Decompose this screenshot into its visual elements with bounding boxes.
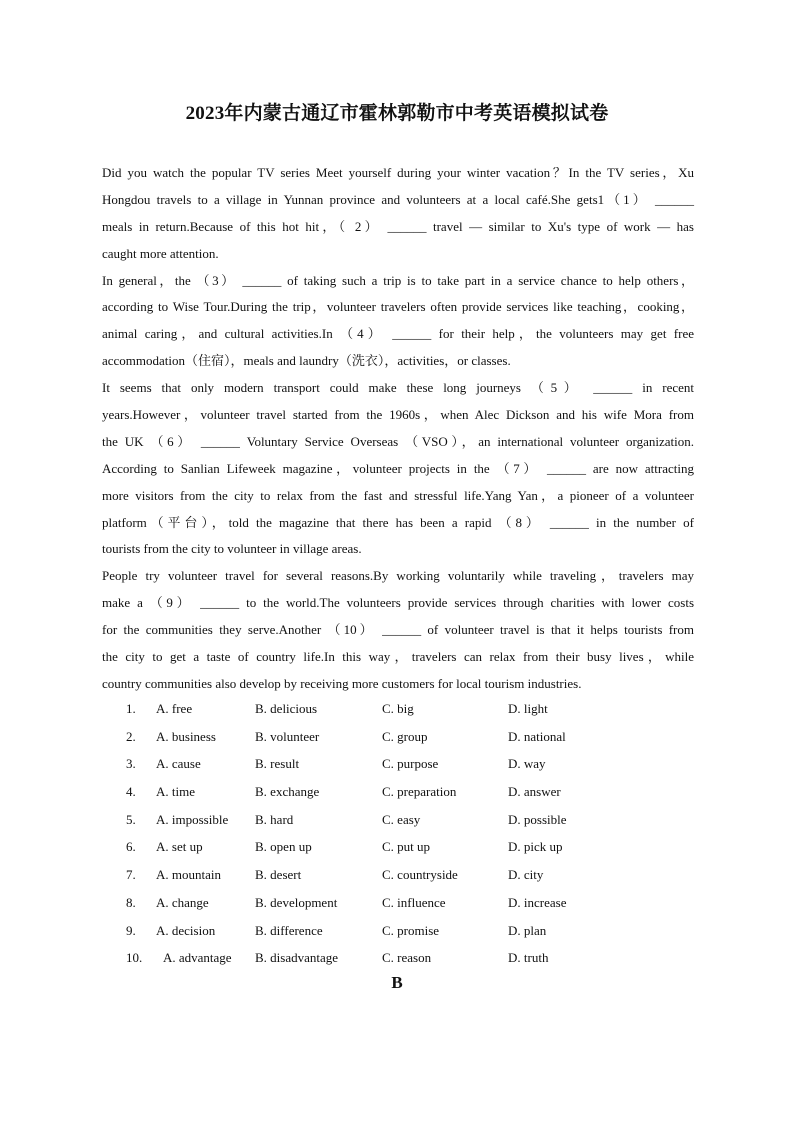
question-row [102,833,702,861]
option-d: D. increase [508,894,567,910]
option-a: A. set up [156,839,203,855]
option-b: B. volunteer [255,728,320,744]
question-row [102,723,702,751]
option-b: B. open up [255,839,312,855]
option-b: B. delicious [255,701,318,716]
option-d: D. pick up [508,839,563,855]
option-b: B. result [255,756,300,772]
option-b: B. disadvantage [255,950,339,966]
question-row [102,889,702,917]
question-number: 2. [126,728,136,744]
option-c: C. preparation [382,784,457,800]
reading-passage [102,160,694,698]
option-b: B. hard [255,811,294,827]
option-d: D. answer [508,784,561,800]
option-a: A. impossible [156,811,229,827]
passage-line: It seems that only modern transport could make these long journeys （5） ______ in recent [102,380,694,396]
passage-line: meals in return.Because of this hot hit，（ 2） ______ travel — similar to Xu's type of work — has [102,218,694,234]
passage-line: for the communities they serve.Another （10） ______ of volunteer travel is that it helps tourists from [102,622,694,638]
passage-line: accommodation（住宿），meals and laundry（洗衣），activities，or classes. [102,353,511,369]
question-number: 1. [126,701,136,716]
question-number: 6. [126,839,136,855]
option-c: C. purpose [382,756,439,772]
question-number: 4. [126,784,136,800]
passage-line: Hongdou travels to a village in Yunnan province and volunteers at a local café.She gets1（1） ______ [102,191,694,207]
question-row [102,750,702,778]
option-c: C. big [382,701,414,716]
passage-line: People try volunteer travel for several reasons.By working voluntarily while traveling，travelers may [102,568,694,584]
option-d: D. truth [508,950,549,966]
option-a: A. mountain [156,867,221,883]
passage-line: according to Wise Tour.During the trip，volunteer travelers often provide services like teaching，cooking， [102,299,694,315]
option-c: C. put up [382,839,431,855]
question-row [102,778,702,806]
option-d: D. national [508,728,566,744]
question-number: 9. [126,922,136,938]
option-a: A. business [156,728,216,744]
question-row [102,806,702,834]
passage-line: In general，the （3） ______ of taking such a trip is to take part in a service chance to help others， [102,272,694,288]
passage-line: Did you watch the popular TV series Meet yourself during your winter vacation？In the TV series，Xu [102,165,694,180]
option-a: A. free [156,701,193,716]
passage-line: the UK （6） ______ Voluntary Service Overseas （VSO），an international volunteer organization. [102,433,694,449]
passage-line: tourists from the city to volunteer in village areas. [102,541,362,557]
section-heading: B [391,973,403,992]
option-c: C. reason [382,950,432,966]
question-number: 8. [126,894,136,910]
question-number: 3. [126,756,136,772]
option-a: A. cause [156,756,201,772]
question-number: 10. [126,950,143,966]
passage-line: more visitors from the city to relax from the fast and stressful life.Yang Yan，a pioneer of a volunteer [102,487,694,503]
option-d: D. plan [508,922,547,938]
option-a: A. time [156,784,195,800]
passage-line: years.However，volunteer travel started from the 1960s，when Alec Dickson and his wife Mora from [102,407,694,423]
question-row [102,695,702,723]
passage-line: caught more attention. [102,245,219,261]
passage-line: the city to get a taste of country life.In this way，travelers can relax from their busy lives，while [102,649,694,665]
exam-title: 2023年内蒙古通辽市霍林郭勒市中考英语模拟试卷 [185,103,609,124]
option-a: A. decision [156,922,216,938]
option-c: C. group [382,728,428,744]
option-a: A. advantage [163,950,232,966]
passage-line: make a （9） ______ to the world.The volunteers provide services through charities with lower costs [102,595,694,611]
option-c: C. easy [382,811,421,827]
option-d: D. way [508,756,546,772]
option-d: D. possible [508,811,567,827]
question-number: 5. [126,811,136,827]
option-b: B. desert [255,867,302,883]
option-d: D. light [508,701,548,716]
option-b: B. difference [255,922,323,938]
option-c: C. influence [382,894,446,910]
question-row [102,944,702,972]
option-b: B. development [255,894,338,910]
passage-line: country communities also develop by receiving more customers for local tourism industries. [102,675,582,691]
passage-line: animal caring，and cultural activities.In （4） ______ for their help，the volunteers may get free [102,326,694,342]
option-a: A. change [156,894,209,910]
question-number: 7. [126,867,136,883]
question-row [102,861,702,889]
question-row [102,917,702,945]
option-c: C. countryside [382,867,458,883]
passage-line: platform（平台），told the magazine that there has been a rapid （8） ______ in the number of [102,514,694,530]
option-b: B. exchange [255,784,320,800]
answer-options [102,695,702,972]
option-d: D. city [508,867,544,883]
passage-line: According to Sanlian Lifeweek magazine，volunteer projects in the （7） ______ are now attracting [102,460,694,476]
option-c: C. promise [382,922,440,938]
